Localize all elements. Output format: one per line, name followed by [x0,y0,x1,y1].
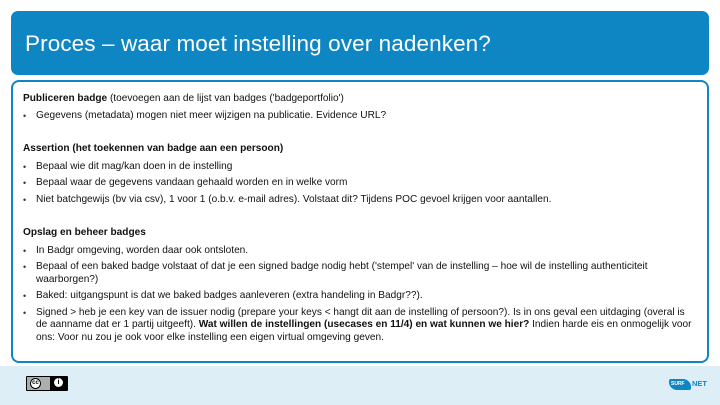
cc-icon: cc [30,378,41,389]
logo-net-text: NET [692,379,707,388]
heading-plain: (toevoegen aan de lijst van badges ('badgeportfolio') [107,93,344,104]
slide-title: Proces – waar moet instelling over nadenken? [25,31,491,56]
heading-strong: Assertion (het toekennen van badge aan een persoon) [23,143,284,155]
section-heading [23,227,698,239]
surfnet-logo [669,376,709,392]
section-heading [23,143,698,155]
list-item [23,307,698,344]
item-text: Indien harde eis en onmogelijk voor ons: Voor nu zou je ook voor elke instelling een eigen virtual omgeving geven. [36,319,692,343]
bullet-list [23,161,698,207]
heading-strong: Publiceren badge [23,93,108,104]
bullet-list [23,245,698,344]
list-item: • Niet batchgewijs (bv via csv), 1 voor 1 (o.b.v. e-mail adres). Volstaat dit? Tijdens POC gevoel krijgen voor aantallen. [23,194,698,206]
list-item: • In Badgr omgeving, worden daar ook ontsloten. [23,245,698,257]
content-panel [11,80,709,363]
section-heading [23,93,698,105]
list-item: • Bepaal waar de gegevens vandaan gehaald worden en in welke vorm [23,177,698,189]
list-item: • Bepaal wie dit mag/kan doen in de instelling [23,161,698,173]
list-item: • Baked: uitgangspunt is dat we baked badges aanleveren (extra handeling in Badgr??). [23,290,698,302]
cc-by-license-icon[interactable] [26,376,68,391]
item-text: Signed > heb je een key van de issuer nodig (prepare your keys < hangt dit aan de instelling of persoon?). Is in ons geval een uitdaging (overal is de aanname dat er 1 partij uitgeeft). [36,307,685,331]
bullet-list [23,110,698,122]
logo-surf-text: SURF [671,381,685,387]
list-item: • Gegevens (metadata) mogen niet meer wijzigen na publicatie. Evidence URL? [23,110,698,122]
title-bar [11,11,709,75]
footer-bar [0,366,720,405]
section-assertion [23,143,698,206]
content-body [23,93,698,348]
heading-strong: Opslag en beheer badges [23,227,146,239]
section-opslag [23,227,698,343]
item-bold-question: Wat willen de instellingen (usecases en 11/4) en wat kunnen we hier? [198,319,530,331]
list-item: • Bepaal of een baked badge volstaat of dat je een signed badge nodig hebt ('stempel' van de instelling – hoe wil de instelling authenticiteit waarborgen?) [23,261,698,285]
section-publiceren [23,93,698,122]
attribution-icon: i [54,378,63,387]
